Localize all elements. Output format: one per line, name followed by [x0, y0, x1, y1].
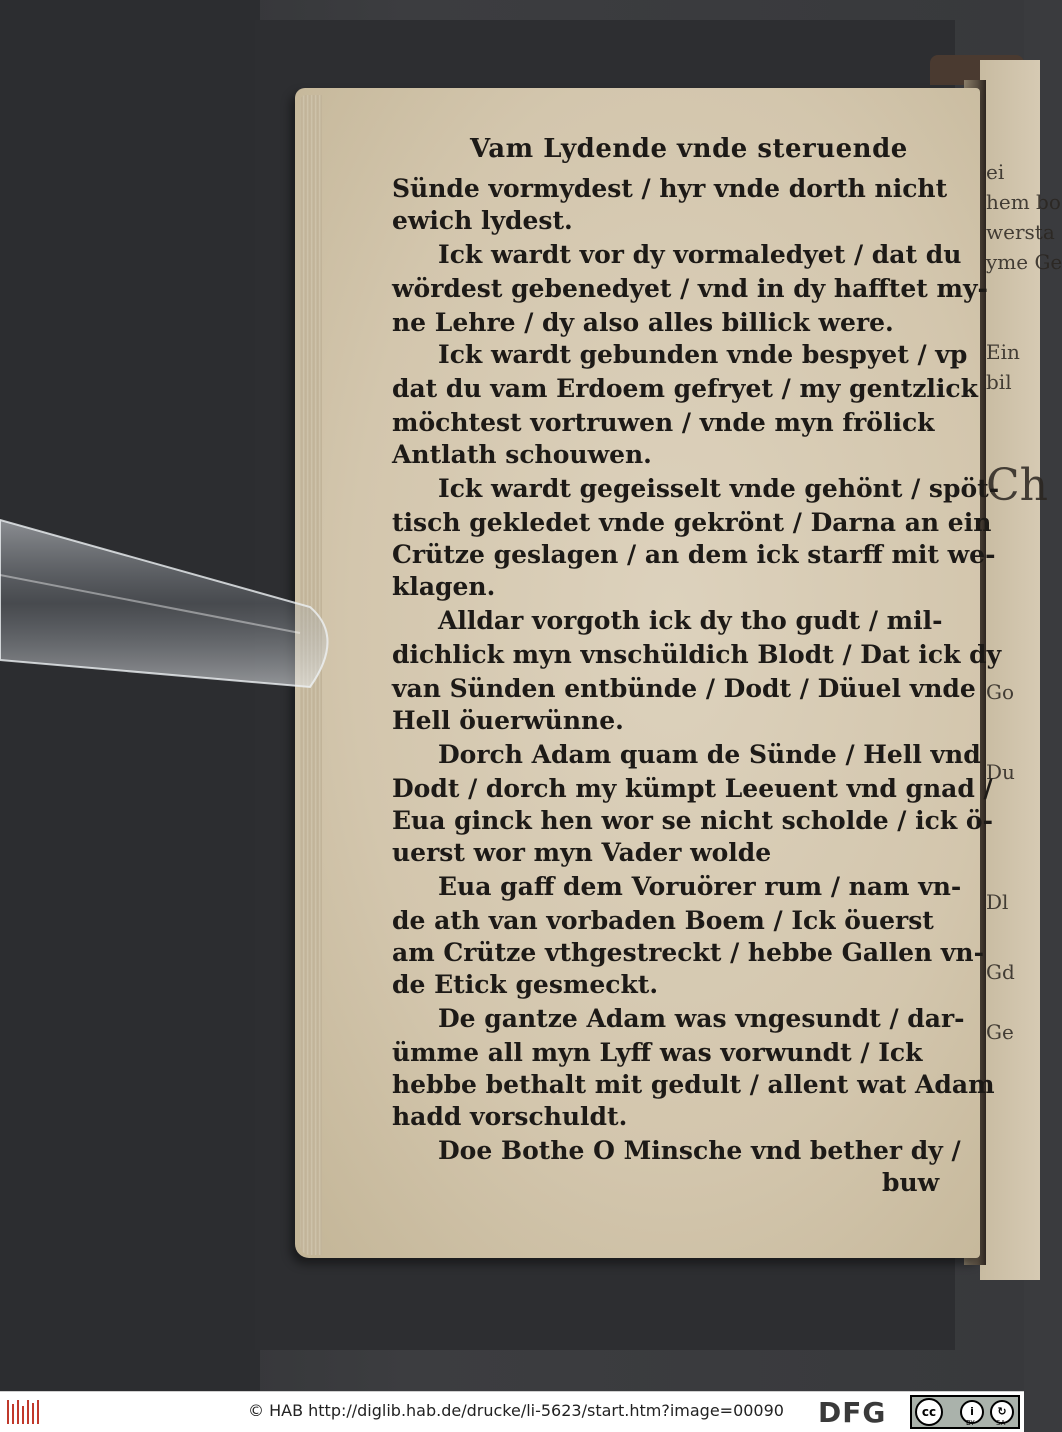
- facing-page-fragment: Ch: [986, 460, 1049, 511]
- facing-page-fragment: yme Ge: [986, 250, 1062, 274]
- text-line: hadd vorschuldt.: [392, 1102, 628, 1131]
- text-line: Dodt / dorch my kümpt Leeuent vnd gnad /: [392, 774, 993, 803]
- text-line: van Sünden entbünde / Dodt / Düuel vnde: [392, 674, 976, 703]
- text-line: tisch gekledet vnde gekrönt / Darna an ein: [392, 508, 992, 537]
- running-title: Vam Lydende vnde steruende: [470, 134, 908, 164]
- cc-icon: cc: [915, 1398, 943, 1426]
- text-line: ümme all myn Lyff was vorwundt / Ick: [392, 1038, 923, 1067]
- text-line: Doe Bothe O Minsche vnd bether dy /: [438, 1136, 961, 1165]
- text-line: wördest gebenedyet / vnd in dy hafftet my-: [392, 274, 988, 303]
- facing-page-fragment: Du: [986, 760, 1015, 784]
- text-line: möchtest vortruwen / vnde myn frölick: [392, 408, 935, 437]
- text-line: ne Lehre / dy also alles billick were.: [392, 308, 894, 337]
- facing-page-fragment: Ge: [986, 1020, 1014, 1044]
- by-icon: i: [960, 1400, 984, 1424]
- text-line: dichlick myn vnschüldich Blodt / Dat ick dy: [392, 640, 1002, 669]
- text-line: dat du vam Erdoem gefryet / my gentzlick: [392, 374, 978, 403]
- facing-page-fragment: Dl: [986, 890, 1009, 914]
- facing-page-fragment: wersta: [986, 220, 1055, 244]
- facing-page-fragment: bil: [986, 370, 1012, 394]
- facing-page-fragment: Ein: [986, 340, 1020, 364]
- viewer-footer: [0, 1391, 1024, 1432]
- text-line: hebbe bethalt mit gedult / allent wat Adam: [392, 1070, 995, 1099]
- text-line: Dorch Adam quam de Sünde / Hell vnd: [438, 740, 981, 769]
- share-alike-icon: ↻: [990, 1400, 1014, 1424]
- facing-page-fragment: Go: [986, 680, 1015, 704]
- cc-license-badge[interactable]: [910, 1395, 1020, 1429]
- text-line: Alldar vorgoth ick dy tho gudt / mil-: [438, 606, 943, 635]
- text-line: Antlath schouwen.: [392, 440, 652, 469]
- by-label: BY: [966, 1419, 975, 1427]
- text-line: ewich lydest.: [392, 206, 573, 235]
- text-line: Ick wardt vor dy vormaledyet / dat du: [438, 240, 962, 269]
- catchword: buw: [882, 1168, 940, 1197]
- text-line: uerst wor myn Vader wolde: [392, 838, 772, 867]
- page-weight-pointer: [0, 515, 345, 695]
- text-line: Eua ginck hen wor se nicht scholde / ick ö-: [392, 806, 993, 835]
- text-line: Eua gaff dem Voruörer rum / nam vn-: [438, 872, 962, 901]
- text-line: de ath van vorbaden Boem / Ick öuerst: [392, 906, 934, 935]
- hab-logo-icon: [6, 1398, 42, 1426]
- text-line: De gantze Adam was vngesundt / dar-: [438, 1004, 965, 1033]
- dfg-logo: DFG: [818, 1396, 887, 1429]
- image-source-caption[interactable]: © HAB http://diglib.hab.de/drucke/li-5623/start.htm?image=00090: [248, 1401, 784, 1420]
- facing-page-fragment: hem bo: [986, 190, 1061, 214]
- sa-label: SA: [996, 1419, 1006, 1427]
- text-line: klagen.: [392, 572, 496, 601]
- text-line: Crütze geslagen / an dem ick starff mit we-: [392, 540, 996, 569]
- text-line: Ick wardt gebunden vnde bespyet / vp: [438, 340, 968, 369]
- text-line: de Etick gesmeckt.: [392, 970, 659, 999]
- text-line: am Crütze vthgestreckt / hebbe Gallen vn-: [392, 938, 984, 967]
- facing-page-fragment: ei: [986, 160, 1005, 184]
- text-line: Ick wardt gegeisselt vnde gehönt / spöt-: [438, 474, 1000, 503]
- dark-backdrop: [0, 0, 260, 1391]
- text-line: Sünde vormydest / hyr vnde dorth nicht: [392, 174, 948, 203]
- text-line: Hell öuerwünne.: [392, 706, 624, 735]
- facing-page-fragment: Gd: [986, 960, 1015, 984]
